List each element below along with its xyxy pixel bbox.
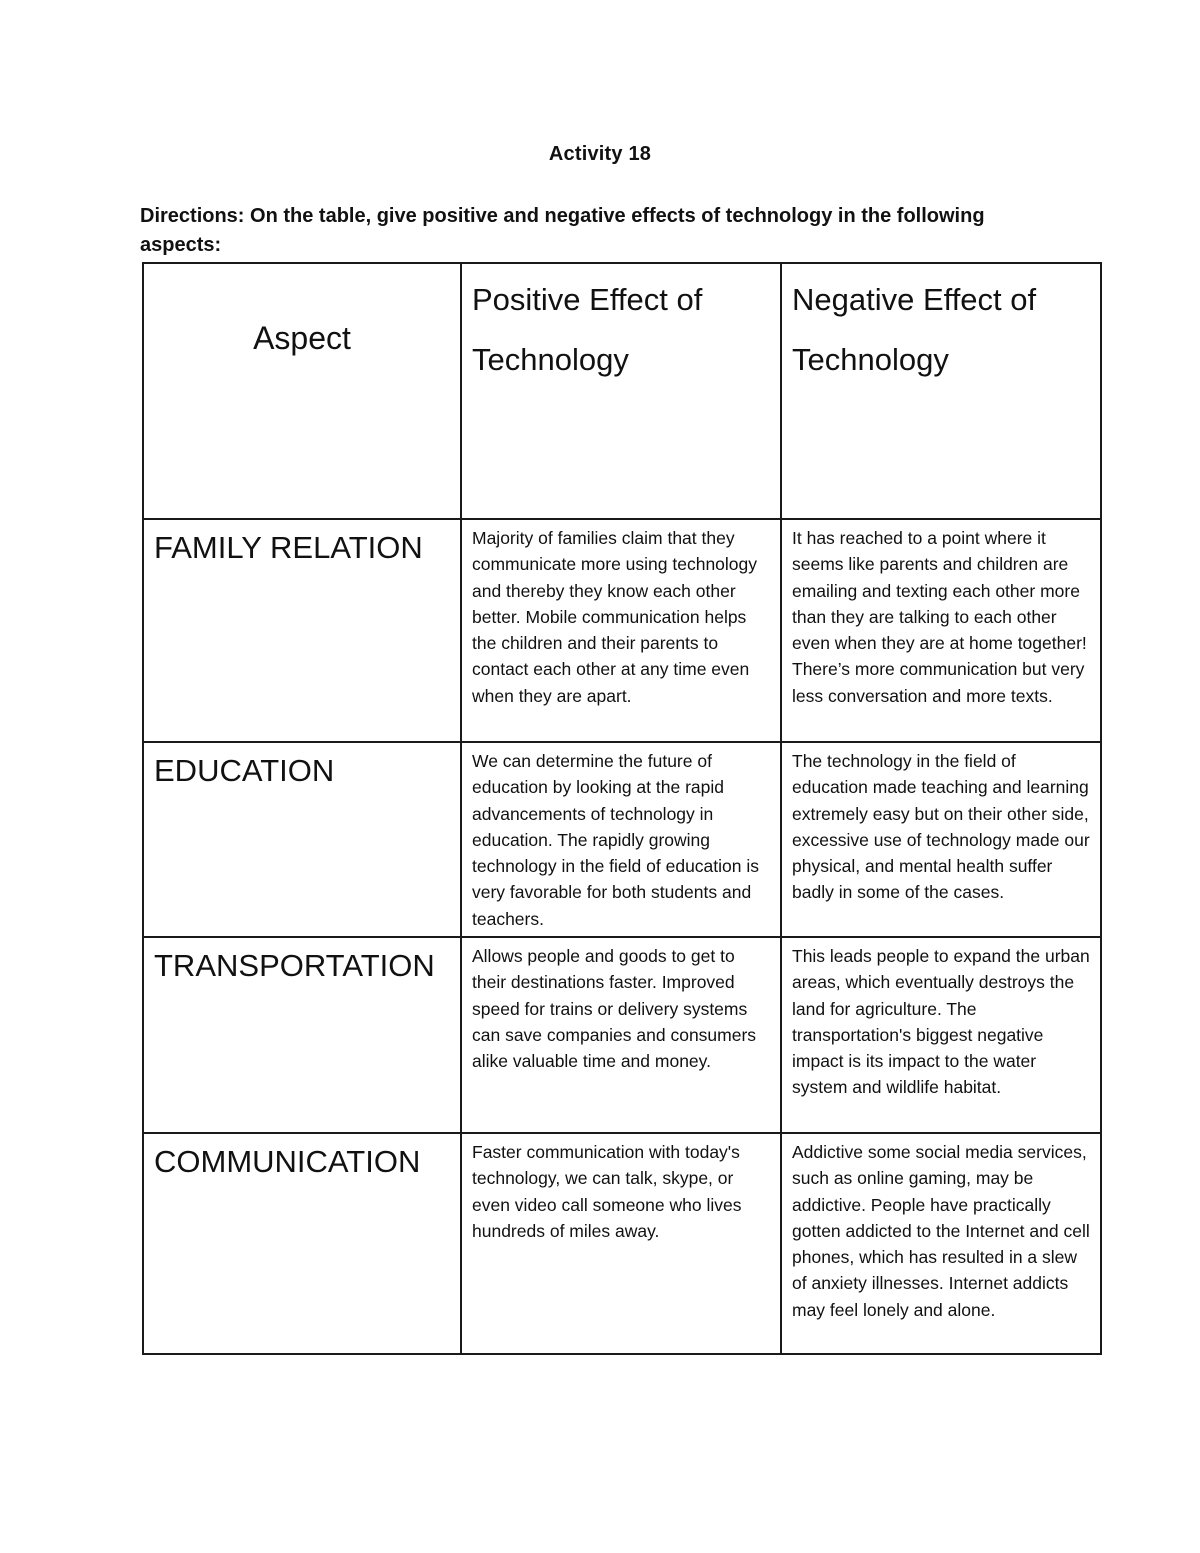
table-row — [143, 1133, 1101, 1354]
header-aspect: Aspect — [143, 263, 461, 519]
effects-table — [142, 262, 1102, 1355]
aspect-cell: COMMUNICATION — [143, 1133, 461, 1354]
negative-effect-cell: The technology in the field of education made teaching and learning extremely easy but on their other side, excessive use of technology made our physical, and mental health suffer badly in some of the cases. — [781, 742, 1101, 937]
table-row — [143, 742, 1101, 937]
table-row — [143, 519, 1101, 742]
positive-effect-cell: Allows people and goods to get to their destinations faster. Improved speed for trains or delivery systems can save companies and consumers alike valuable time and money. — [461, 937, 781, 1133]
directions-text: Directions: On the table, give positive and negative effects of technology in the following aspects: — [140, 205, 985, 256]
aspect-cell: TRANSPORTATION — [143, 937, 461, 1133]
positive-effect-cell: Faster communication with today's technology, we can talk, skype, or even video call someone who lives hundreds of miles away. — [461, 1133, 781, 1354]
header-negative — [781, 263, 1101, 519]
positive-effect-cell: We can determine the future of education by looking at the rapid advancements of technology in education. The rapidly growing technology in the field of education is very favorable for both students and teachers. — [461, 742, 781, 937]
header-positive-line1: Positive Effect of — [472, 282, 703, 317]
aspect-cell: EDUCATION — [143, 742, 461, 937]
page-title: Activity 18 — [548, 143, 652, 165]
negative-effect-cell: It has reached to a point where it seems like parents and children are emailing and texting each other more than they are talking to each other even when they are at home together! There’s more communication but very less conversation and more texts. — [781, 519, 1101, 742]
table-row — [143, 937, 1101, 1133]
aspect-cell: FAMILY RELATION — [143, 519, 461, 742]
negative-effect-cell: Addictive some social media services, such as online gaming, may be addictive. People have practically gotten addicted to the Internet and cell phones, which has resulted in a slew of anxiety illnesses. Internet addicts may feel lonely and alone. — [781, 1133, 1101, 1354]
header-positive-line2: Technology — [472, 342, 629, 377]
header-row — [143, 263, 1101, 519]
header-negative-line2: Technology — [792, 342, 949, 377]
header-positive — [461, 263, 781, 519]
header-negative-line1: Negative Effect of — [792, 282, 1037, 317]
positive-effect-cell: Majority of families claim that they communicate more using technology and thereby they know each other better. Mobile communication helps the children and their parents to contact each other at any time even when they are apart. — [461, 519, 781, 742]
negative-effect-cell: This leads people to expand the urban areas, which eventually destroys the land for agriculture. The transportation's biggest negative impact is its impact to the water system and wildlife habitat. — [781, 937, 1101, 1133]
